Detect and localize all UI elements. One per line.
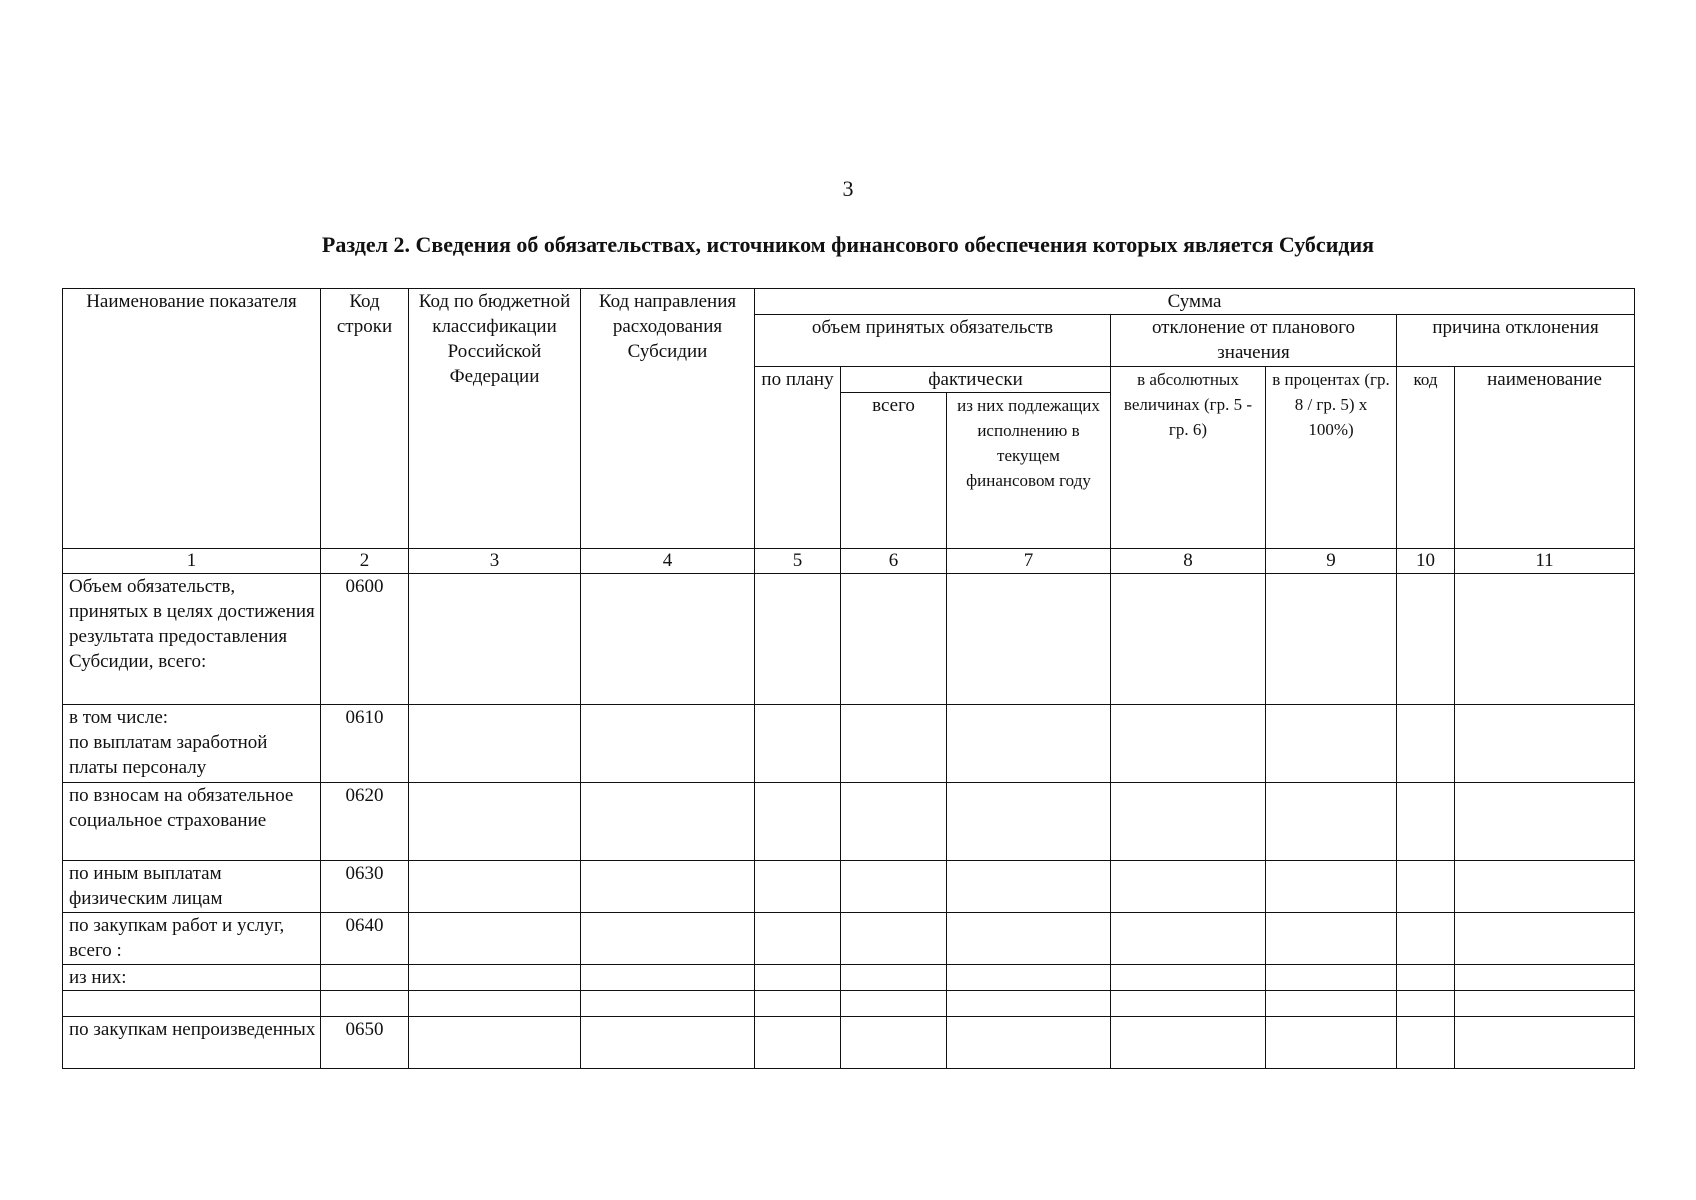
header-name: Наименование показателя [63, 289, 321, 549]
row-code: 0620 [321, 783, 409, 861]
row-name: по взносам на обязательное социальное страхование [63, 783, 321, 861]
row-name: в том числе: по выплатам заработной платы персоналу [63, 705, 321, 783]
table-row [63, 965, 1635, 991]
row-name: Объем обязательств, принятых в целях достижения результата предоставления Субсидии, всего: [63, 574, 321, 705]
header-pct: в процентах (гр. 8 / гр. 5) х 100%) [1266, 367, 1397, 549]
row-code [321, 991, 409, 1017]
column-number: 7 [947, 549, 1111, 574]
row-code: 0610 [321, 705, 409, 783]
header-subject-current: из них подлежащих исполнению в текущем финансовом году [947, 393, 1111, 549]
header-reason-name: наименование [1455, 367, 1635, 549]
row-code: 0650 [321, 1017, 409, 1069]
column-number: 5 [755, 549, 841, 574]
column-numbers-row [63, 549, 1635, 574]
row-name: по закупкам работ и услуг, всего : [63, 913, 321, 965]
column-number: 11 [1455, 549, 1635, 574]
row-name: по иным выплатам физическим лицам [63, 861, 321, 913]
obligations-table [62, 288, 1635, 1069]
header-deviation: отклонение от планового значения [1111, 315, 1397, 367]
table-row [63, 991, 1635, 1017]
header-row-code: Код строки [321, 289, 409, 549]
row-code: 0600 [321, 574, 409, 705]
section-title: Раздел 2. Сведения об обязательствах, источником финансового обеспечения которых является Субсидия [321, 232, 1375, 257]
row-code: 0640 [321, 913, 409, 965]
header-total: всего [841, 393, 947, 549]
column-number: 9 [1266, 549, 1397, 574]
header-plan: по плану [755, 367, 841, 549]
column-number: 8 [1111, 549, 1266, 574]
column-number: 3 [409, 549, 581, 574]
header-code: код [1397, 367, 1455, 549]
column-number: 10 [1397, 549, 1455, 574]
header-sum: Сумма [755, 289, 1635, 315]
row-name [63, 991, 321, 1017]
table-row [63, 783, 1635, 861]
table-row [63, 861, 1635, 913]
header-reason: причина отклонения [1397, 315, 1635, 367]
header-obligations: объем принятых обязательств [755, 315, 1111, 367]
table-row [63, 705, 1635, 783]
table-row [63, 574, 1635, 705]
row-code [321, 965, 409, 991]
row-code: 0630 [321, 861, 409, 913]
page-number: 3 [842, 176, 854, 201]
header-abs: в абсолютных величинах (гр. 5 - гр. 6) [1111, 367, 1266, 549]
header-budget-code: Код по бюджетной классификации Российской Федерации [409, 289, 581, 549]
table-row [63, 913, 1635, 965]
column-number: 2 [321, 549, 409, 574]
column-number: 4 [581, 549, 755, 574]
table-row [63, 1017, 1635, 1069]
column-number: 1 [63, 549, 321, 574]
header-actual: фактически [841, 367, 1111, 393]
header-direction-code: Код направления расходования Субсидии [581, 289, 755, 549]
row-name: из них: [63, 965, 321, 991]
column-number: 6 [841, 549, 947, 574]
row-name: по закупкам непроизведенных [63, 1017, 321, 1069]
